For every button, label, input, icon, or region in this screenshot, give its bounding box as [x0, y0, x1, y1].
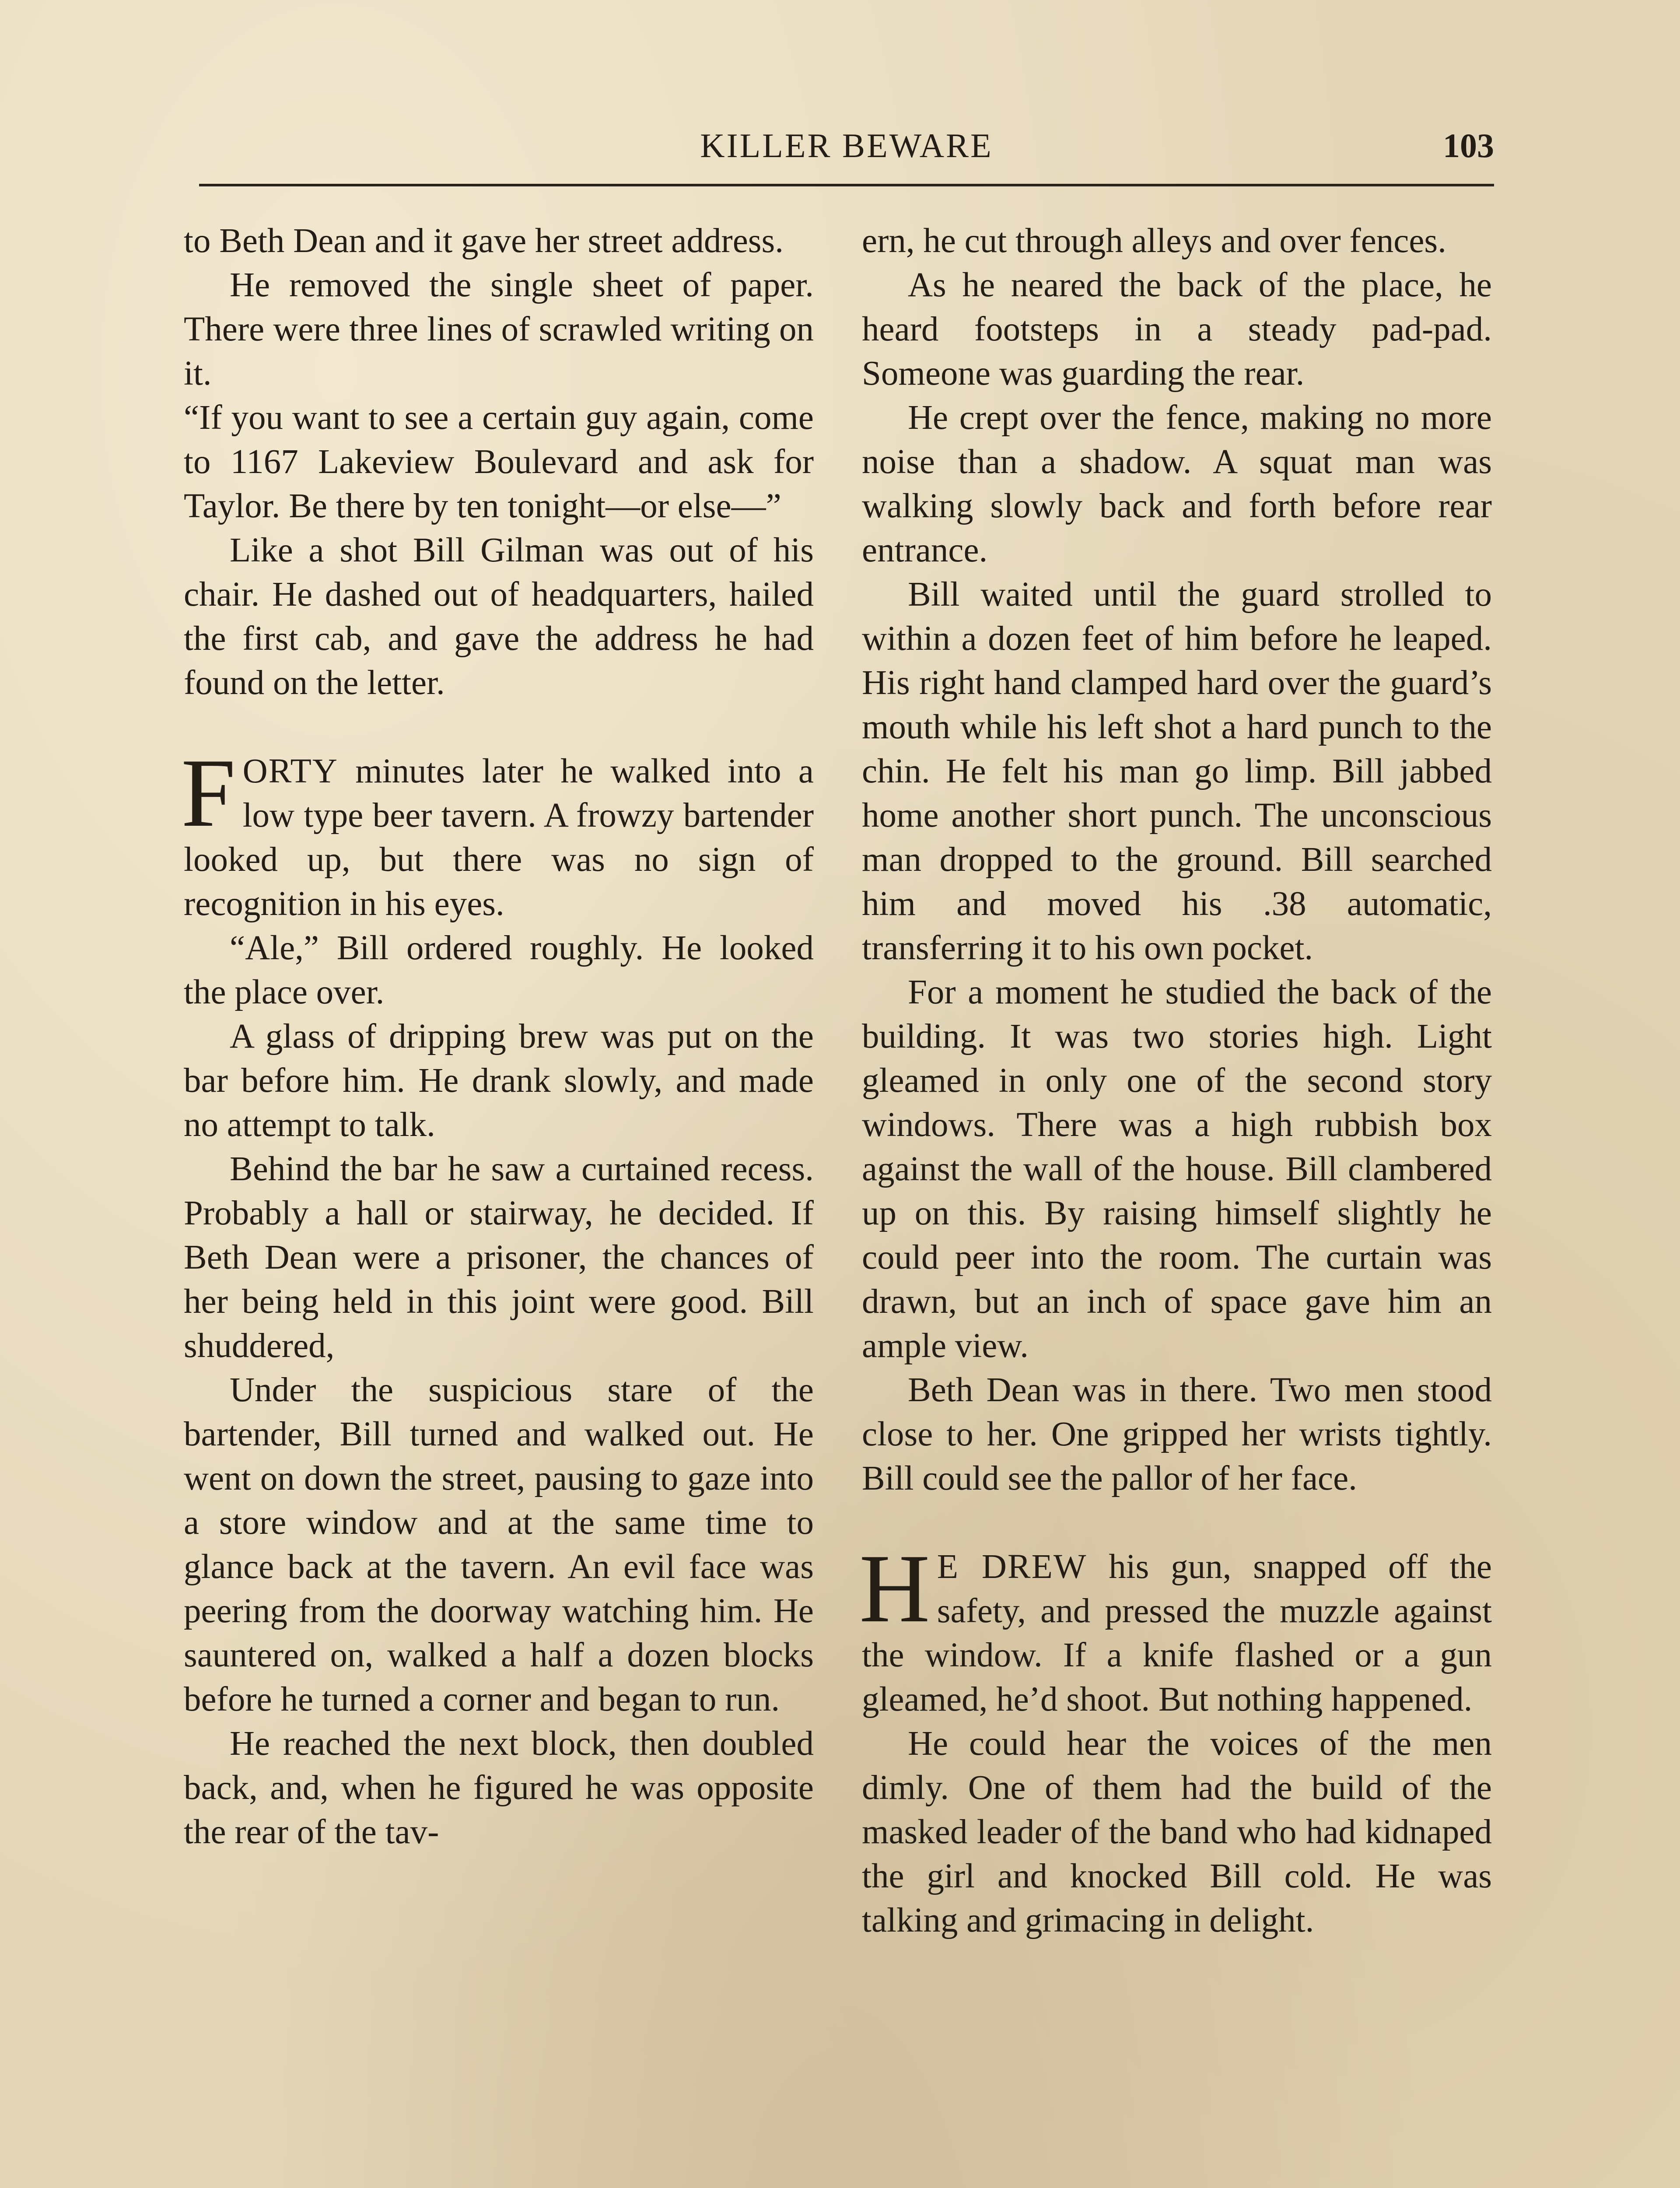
paragraph: ern, he cut through alleys and over fences.	[862, 222, 1446, 260]
page-header	[199, 123, 1494, 186]
drop-cap: F	[181, 739, 236, 847]
paragraph: He removed the single sheet of paper. There were three lines of scrawled writing on it.	[184, 266, 814, 393]
drop-cap: H	[859, 1534, 930, 1643]
running-title: KILLER BEWARE	[700, 126, 993, 165]
section-paragraph	[181, 739, 814, 926]
paragraph: He reached the next block, then doubled back, and, when he figured he was opposite the rear of the tav-	[184, 1725, 814, 1851]
section-paragraph	[859, 1534, 1492, 1722]
lead-caps: ORTY	[242, 752, 338, 790]
paragraph: Bill waited until the guard strolled to within a dozen feet of him before he leaped. His right hand clamped hard over the guard’s mouth while his left shot a hard punch to the chin. He felt his man go limp. Bill jabbed home another short punch. The unconscious man dropped to the ground. Bill searched him and moved his .38 automatic, transferring it to his own pocket.	[862, 575, 1492, 967]
paragraph-text: minutes later he walked into a low type beer tavern. A frowzy bartender looked up, but there was no sign of recognition in his eyes.	[184, 752, 814, 923]
paragraph: to Beth Dean and it gave her street address.	[184, 222, 784, 260]
left-column	[181, 219, 814, 1854]
paragraph: Behind the bar he saw a curtained recess. Probably a hall or stairway, he decided. If Beth Dean were a prisoner, the chances of her being held in this joint were good. Bill shuddered,	[184, 1150, 814, 1365]
paragraph: He crept over the fence, making no more noise than a shadow. A squat man was walking slowly back and forth before rear entrance.	[862, 399, 1492, 569]
paragraph: He could hear the voices of the men dimly. One of them had the build of the masked leader of the band who had kidnaped the girl and knocked Bill cold. He was talking and grimacing in delight.	[862, 1725, 1492, 1939]
paragraph-text: his gun, snapped off the safety, and pressed the muzzle against the window. If a knife flashed or a gun gleamed, he’d shoot. But nothing happened.	[862, 1548, 1492, 1718]
lead-caps: E DREW	[937, 1548, 1087, 1586]
paragraph: Like a shot Bill Gilman was out of his chair. He dashed out of headquarters, hailed the first cab, and gave the address he had found on the letter.	[184, 531, 814, 702]
right-column	[859, 219, 1492, 1943]
paragraph: Beth Dean was in there. Two men stood close to her. One gripped her wrists tightly. Bill could see the pallor of her face.	[862, 1371, 1492, 1497]
letter-quote: “If you want to see a certain guy again, come to 1167 Lakeview Boulevard and ask for Taylor. Be there by ten tonight—or else—”	[184, 399, 814, 525]
paragraph: For a moment he studied the back of the building. It was two stories high. Light gleamed in only one of the second story windows. There was a high rubbish box against the wall of the house. Bill clambered up on this. By raising himself slightly he could peer into the room. The curtain was drawn, but an inch of space gave him an ample view.	[862, 973, 1492, 1365]
page-number: 103	[1443, 126, 1494, 165]
paragraph: Under the suspicious stare of the bartender, Bill turned and walked out. He went on down the street, pausing to gaze into a store window and at the same time to glance back at the tavern. An evil face was peering from the doorway watching him. He sauntered on, walked a half a dozen blocks before he turned a corner and began to run.	[184, 1371, 814, 1718]
paragraph: A glass of dripping brew was put on the bar before him. He drank slowly, and made no attempt to talk.	[184, 1017, 814, 1144]
paragraph: “Ale,” Bill ordered roughly. He looked the place over.	[184, 929, 814, 1011]
paragraph: As he neared the back of the place, he heard footsteps in a steady pad-pad. Someone was guarding the rear.	[862, 266, 1492, 393]
